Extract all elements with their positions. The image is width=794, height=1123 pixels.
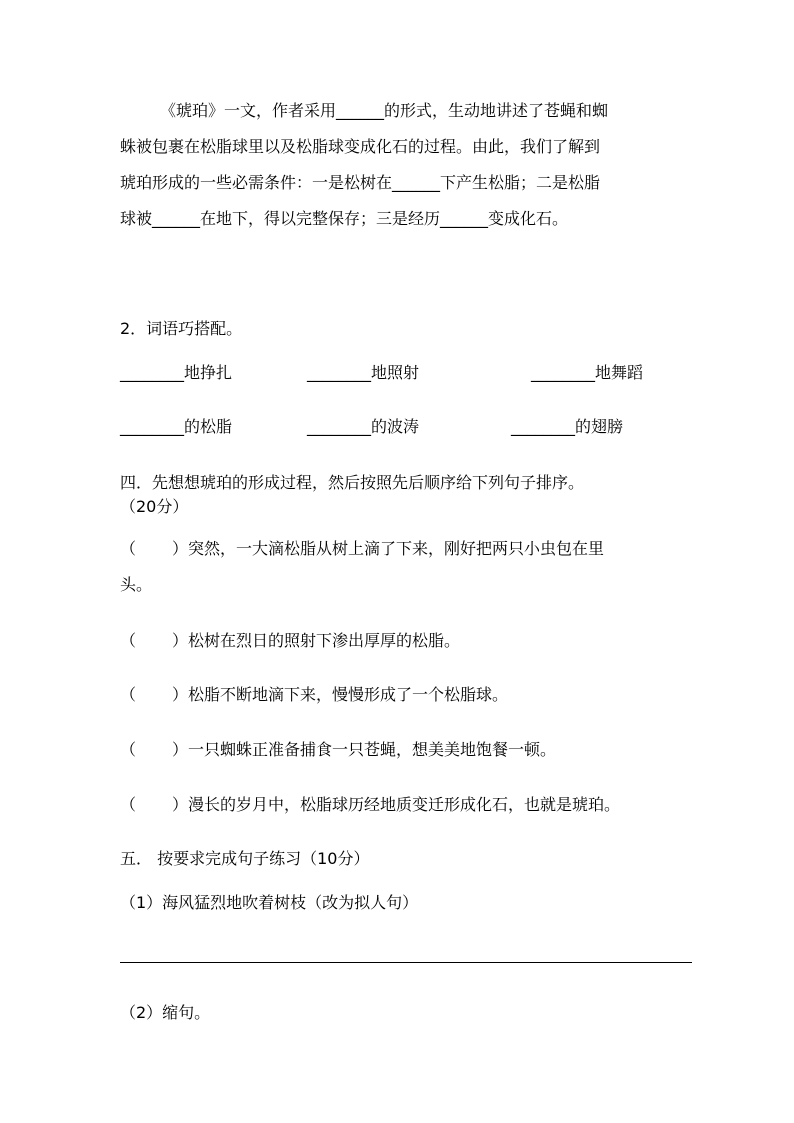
word-match-1: ________地挣扎 <box>120 363 233 382</box>
order-item-text: ）松脂不断地滴下来，慢慢形成了一个松脂球。 <box>172 685 509 704</box>
section-five-q2: （2）缩句。 <box>120 1003 211 1022</box>
open-paren: （ <box>120 795 137 814</box>
passage-line-2: 蛛被包裹在松脂球里以及松脂球变成化石的过程。由此，我们了解到 <box>120 137 601 156</box>
open-paren: （ <box>120 740 137 759</box>
passage-line-3: 琥珀形成的一些必需条件：一是松树在______下产生松脂；二是松脂 <box>120 173 601 192</box>
open-paren: （ <box>120 631 137 650</box>
open-paren: （ <box>120 539 137 558</box>
section-four-score: （20分） <box>120 497 189 516</box>
q2-title: 2．词语巧搭配。 <box>120 319 243 338</box>
order-item-text: ）松树在烈日的照射下渗出厚厚的松脂。 <box>172 631 461 650</box>
order-item-1-cont: 头。 <box>120 575 153 594</box>
section-five-q1: （1）海风猛烈地吹着树枝（改为拟人句） <box>120 893 419 912</box>
passage-line-1: 《琥珀》一文，作者采用______的形式，生动地讲述了苍蝇和蜘 <box>160 101 609 120</box>
passage-line-4: 球被______在地下，得以完整保存；三是经历______变成化石。 <box>120 209 569 228</box>
open-paren: （ <box>120 685 137 704</box>
word-match-3: ________地舞蹈 <box>531 363 644 382</box>
order-item-5 <box>120 792 620 815</box>
word-match-4: ________的松脂 <box>120 417 233 436</box>
order-item-text: ）漫长的岁月中，松脂球历经地质变迁形成化石，也就是琥珀。 <box>172 795 621 814</box>
order-item-3 <box>120 682 508 705</box>
answer-line <box>120 962 692 963</box>
order-item-1 <box>120 536 604 559</box>
order-item-text: ）一只蜘蛛正准备捕食一只苍蝇，想美美地饱餐一顿。 <box>172 740 557 759</box>
word-match-5: ________的波涛 <box>307 417 420 436</box>
order-item-4 <box>120 737 556 760</box>
section-four-title: 四．先想想琥珀的形成过程，然后按照先后顺序给下列句子排序。 <box>120 473 585 492</box>
order-item-2 <box>120 628 460 651</box>
word-match-2: ________地照射 <box>307 363 420 382</box>
word-match-6: ________的翅膀 <box>511 417 624 436</box>
section-five-title: 五． 按要求完成句子练习（10分） <box>120 849 370 868</box>
order-item-text: ）突然，一大滴松脂从树上滴了下来，刚好把两只小虫包在里 <box>172 539 605 558</box>
